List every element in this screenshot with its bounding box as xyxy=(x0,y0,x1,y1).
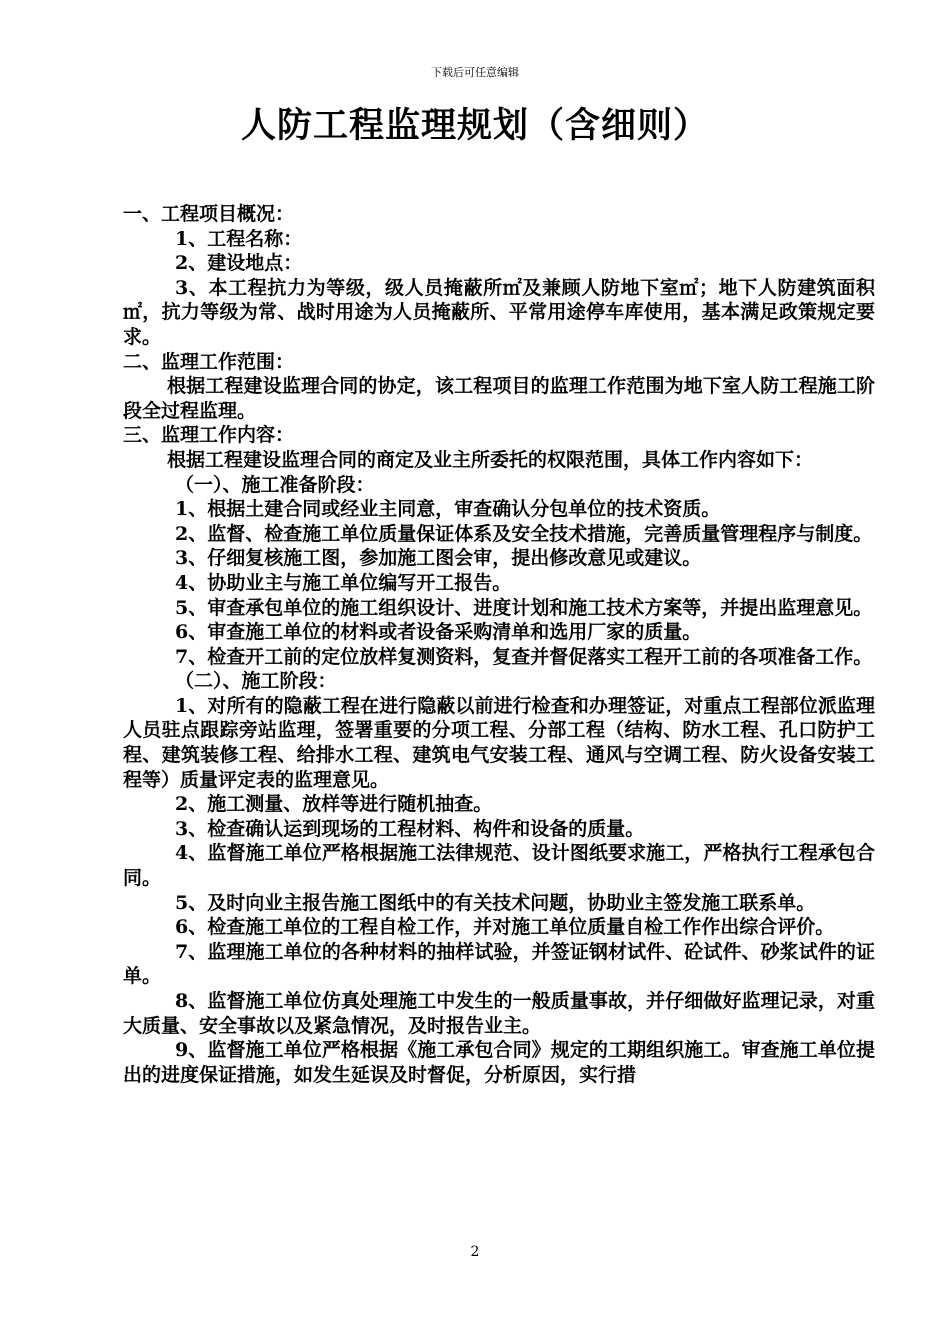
document-title: 人防工程监理规划（含细则） xyxy=(240,106,709,146)
paragraph: （二）、施工阶段： xyxy=(175,670,337,693)
paragraph: 二、监理工作范围： xyxy=(123,350,295,373)
paragraph: 4、监督施工单位严格根据施工法律规范、设计图纸要求施工，严格执行工程承包合同。 xyxy=(123,842,875,890)
paragraph: （一）、施工准备阶段： xyxy=(175,473,375,496)
paragraph: 2、监督、检查施工单位质量保证体系及安全技术措施，完善质量管理程序与制度。 xyxy=(175,522,873,545)
paragraph: 根据工程建设监理合同的商定及业主所委托的权限范围，具体工作内容如下： xyxy=(167,448,814,471)
paragraph: 1、对所有的隐蔽工程在进行隐蔽以前进行检查和办理签证，对重点工程部位派监理人员驻点跟踪旁站监理，签署重要的分项工程、分部工程（结构、防水工程、孔口防护工程、建筑装修工程、给排水工程、建筑电气安装工程、通风与空调工程、防火设备安装工程等）质量评定表的监理意见。 xyxy=(123,694,875,791)
paragraph: 8、监督施工单位仿真处理施工中发生的一般质量事故，并仔细做好监理记录，对重大质量、安全事故以及紧急情况，及时报告业主。 xyxy=(123,990,875,1037)
paragraph: 2、施工测量、放样等进行随机抽查。 xyxy=(175,793,493,816)
paragraph: 三、监理工作内容： xyxy=(123,424,295,447)
paragraph: 6、检查施工单位的工程自检工作，并对施工单位质量自检工作作出综合评价。 xyxy=(175,916,835,939)
paragraph: 7、监理施工单位的各种材料的抽样试验，并签证钢材试件、砼试件、砂浆试件的证单。 xyxy=(123,940,875,988)
paragraph: 6、审查施工单位的材料或者设备采购清单和选用厂家的质量。 xyxy=(175,621,702,644)
paragraph: 5、审查承包单位的施工组织设计、进度计划和施工技术方案等，并提出监理意见。 xyxy=(175,596,873,619)
document-body xyxy=(123,202,875,1087)
paragraph: 9、监督施工单位严格根据《施工承包合同》规定的工期组织施工。审查施工单位提出的进度保证措施，如发生延误及时督促，分析原因，实行措 xyxy=(123,1039,875,1086)
header-note: 下载后可任意编辑 xyxy=(431,66,519,79)
paragraph: 4、协助业主与施工单位编写开工报告。 xyxy=(175,571,512,594)
paragraph: 1、工程名称： xyxy=(175,227,303,250)
paragraph: 2、建设地点： xyxy=(175,252,303,275)
paragraph: 3、检查确认运到现场的工程材料、构件和设备的质量。 xyxy=(175,817,645,840)
paragraph: 根据工程建设监理合同的协定，该工程项目的监理工作范围为地下室人防工程施工阶段全过程监理。 xyxy=(123,375,875,422)
paragraph: 3、仔细复核施工图，参加施工图会审，提出修改意见或建议。 xyxy=(175,547,702,570)
paragraph: 一、工程项目概况： xyxy=(123,203,295,225)
page-number: 2 xyxy=(470,1244,480,1260)
paragraph: 3、本工程抗力为等级，级人员掩蔽所㎡及兼顾人防地下室㎡；地下人防建筑面积㎡，抗力等级为常、战时用途为人员掩蔽所、平常用途停车库使用，基本满足政策规定要求。 xyxy=(123,276,875,348)
paragraph: 1、根据土建合同或经业主同意，审查确认分包单位的技术资质。 xyxy=(175,498,721,521)
paragraph: 7、检查开工前的定位放样复测资料，复查并督促落实工程开工前的各项准备工作。 xyxy=(175,645,873,668)
paragraph: 5、及时向业主报告施工图纸中的有关技术问题，协助业主签发施工联系单。 xyxy=(175,891,816,914)
